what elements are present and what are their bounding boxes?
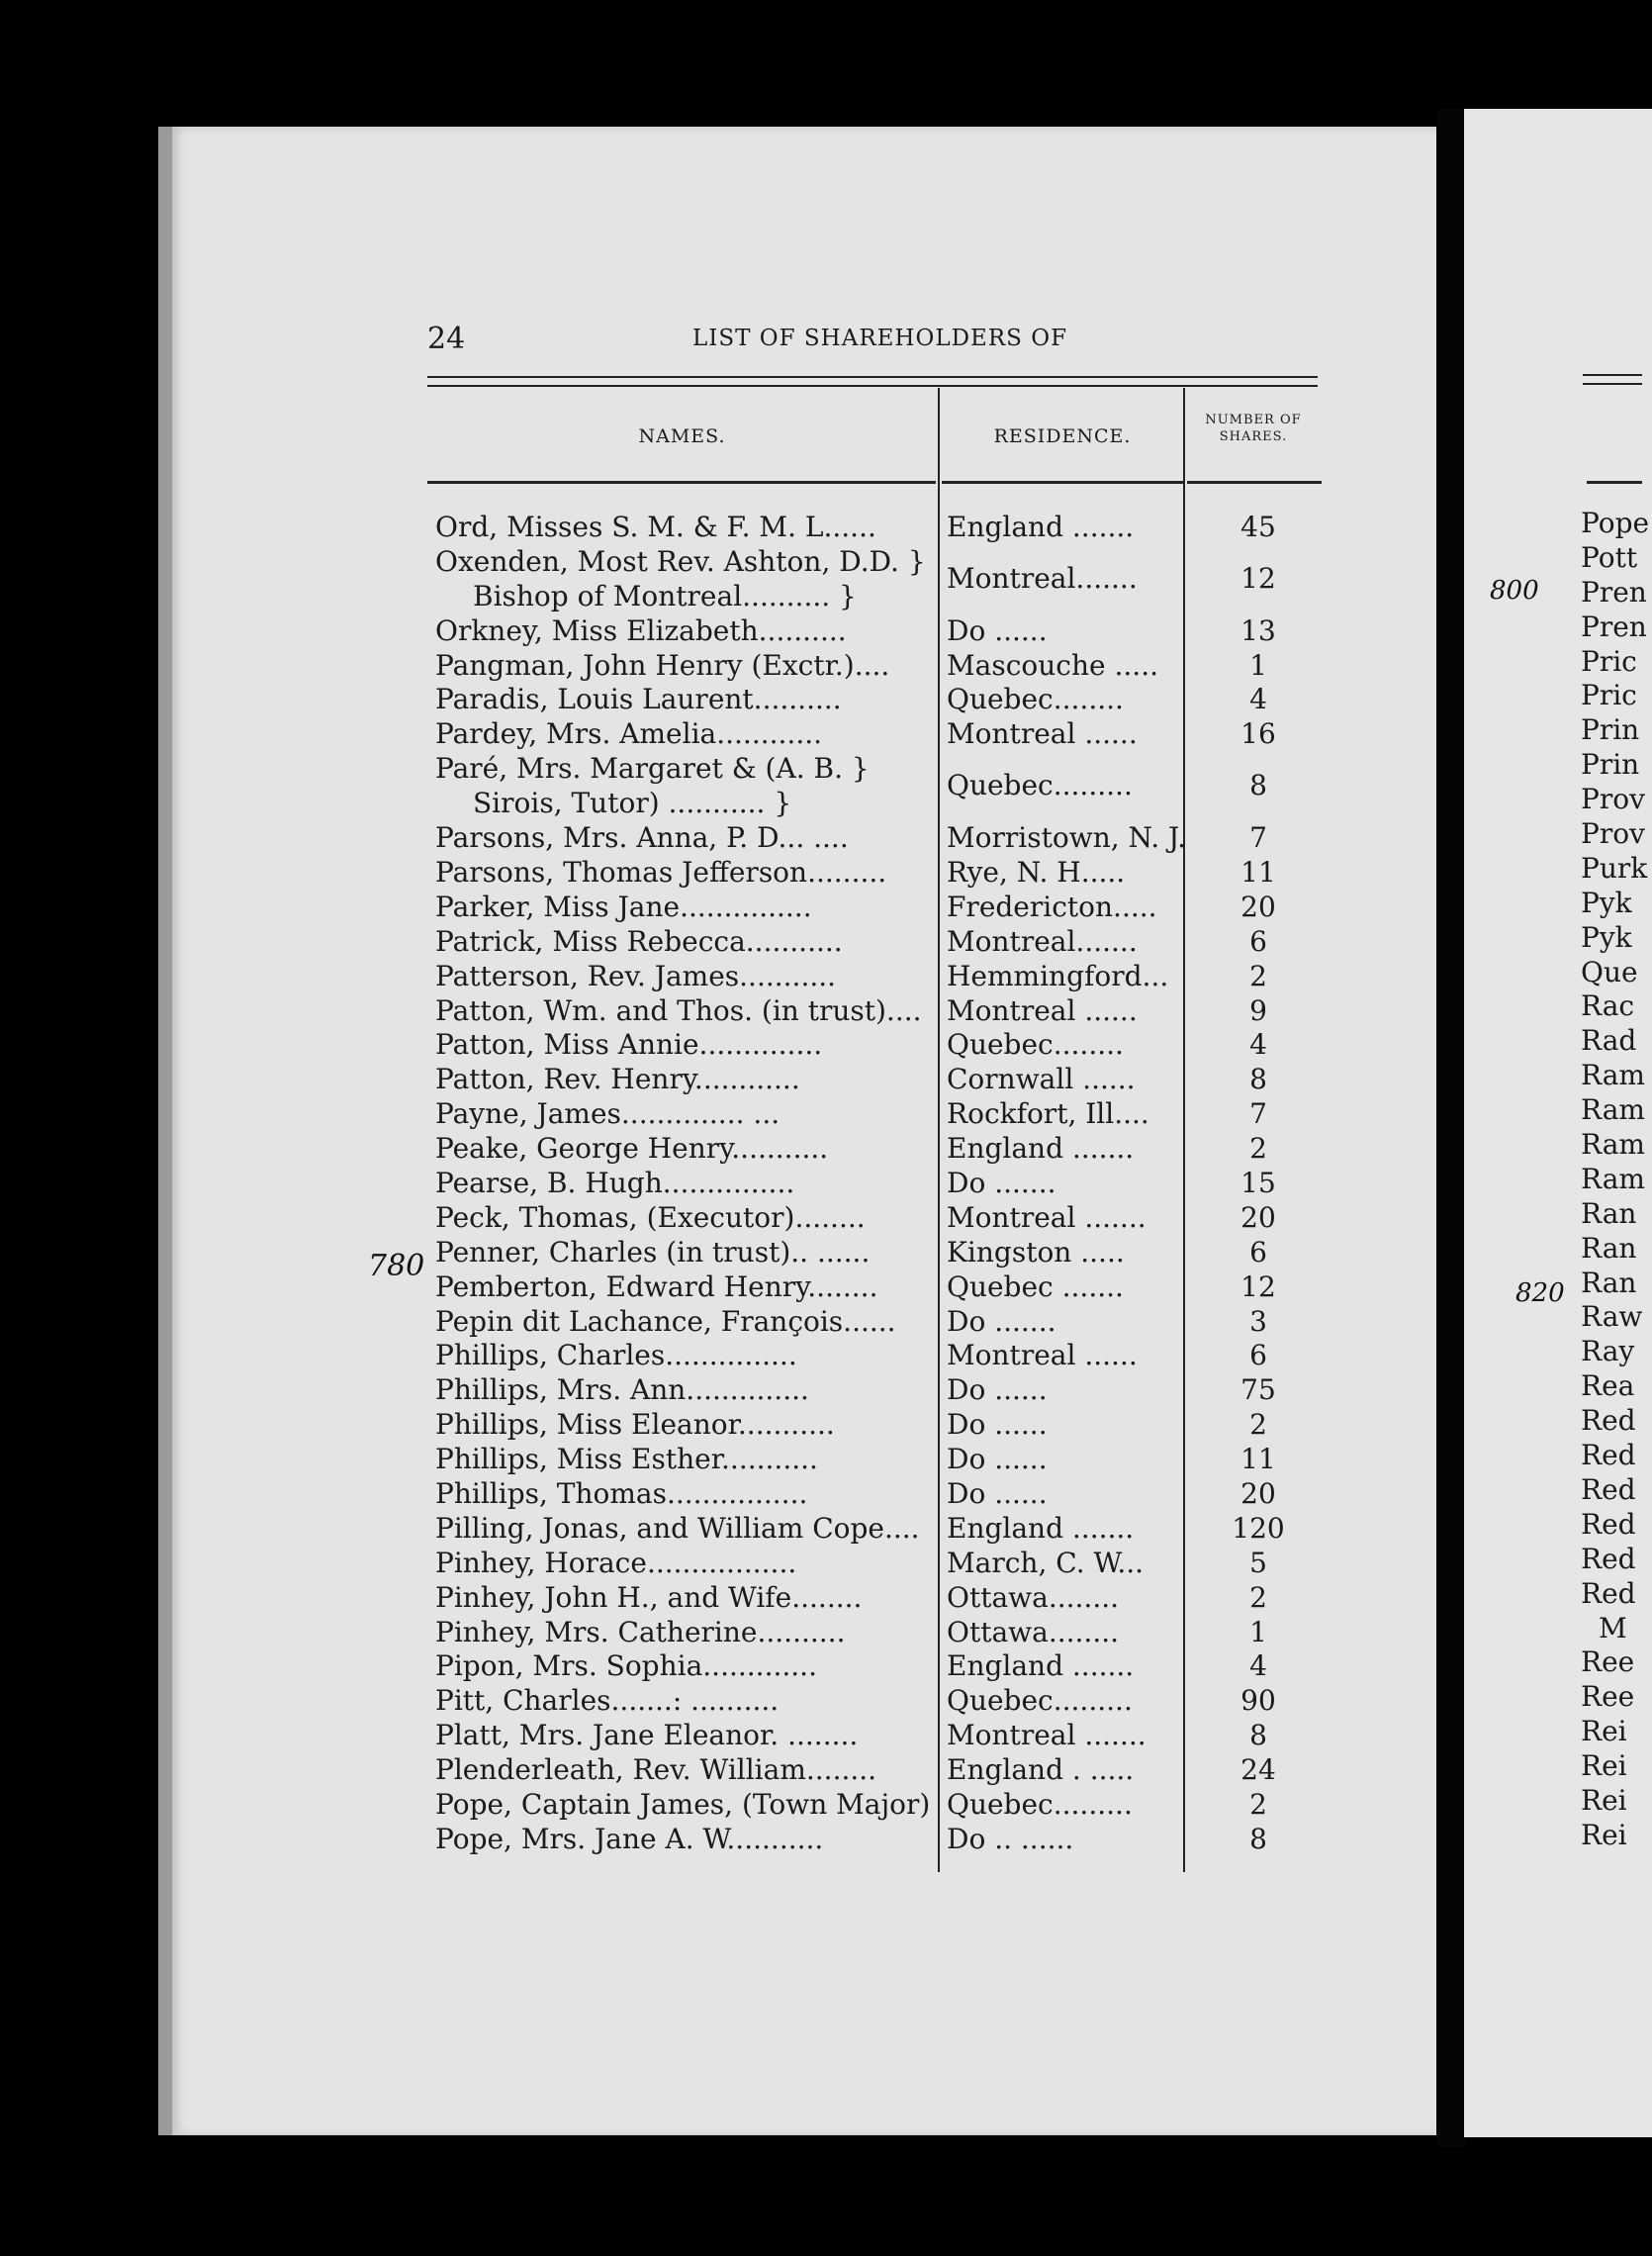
shareholder-name-line1: Payne, James.............. ...	[435, 1097, 780, 1131]
shareholder-name	[435, 1063, 950, 1097]
shareholder-name	[435, 1132, 950, 1167]
shareholder-name	[435, 683, 950, 717]
shareholder-name	[435, 1581, 950, 1616]
table-row	[435, 1305, 1326, 1340]
shareholder-name	[435, 1719, 950, 1753]
shareholder-name-line1: Phillips, Miss Eleanor...........	[435, 1408, 835, 1442]
shareholder-name	[435, 752, 950, 821]
table-row	[435, 683, 1326, 717]
right-page-fragment: Ram	[1581, 1059, 1645, 1092]
shareholder-shares: 2	[1249, 1787, 1267, 1821]
table-row	[435, 545, 1326, 614]
shareholder-name-line1: Paré, Mrs. Margaret & (A. B. }	[435, 752, 870, 786]
shareholder-shares: 90	[1240, 1684, 1276, 1718]
shareholder-name-line1: Oxenden, Most Rev. Ashton, D.D. }	[435, 544, 926, 578]
right-page-fragment: Pott	[1581, 540, 1638, 574]
right-page-fragment: Rei	[1581, 1818, 1627, 1851]
page-header	[427, 322, 1318, 361]
shareholder-name-line1: Phillips, Thomas................	[435, 1476, 808, 1510]
shareholder-residence: England .......	[947, 1132, 1135, 1166]
right-page-header-rule	[1587, 481, 1642, 484]
shareholder-residence: Quebec.........	[947, 769, 1133, 802]
shareholder-name	[435, 891, 950, 925]
right-page-fragment: Red	[1581, 1439, 1636, 1472]
right-page-fragment: Red	[1581, 1472, 1636, 1506]
shareholder-shares: 11	[1240, 1443, 1276, 1476]
shares-header-line2: SHARES.	[1219, 429, 1288, 444]
right-page-fragment: Pyk	[1581, 886, 1632, 919]
shareholder-shares: 4	[1249, 1649, 1267, 1683]
shareholder-name-line1: Ord, Misses S. M. & F. M. L......	[435, 511, 876, 543]
shareholder-name	[435, 856, 950, 891]
right-page-fragment: Purk	[1581, 851, 1648, 885]
shareholder-name	[435, 1339, 950, 1373]
shareholder-name-line1: Pinhey, John H., and Wife........	[435, 1580, 863, 1614]
shareholder-name	[435, 1547, 950, 1581]
names-header-rule	[427, 481, 936, 484]
shareholder-shares: 12	[1240, 1269, 1276, 1303]
shareholder-shares: 5	[1249, 1546, 1267, 1579]
shareholder-name-line1: Pinhey, Horace.................	[435, 1546, 797, 1579]
table-row	[435, 1443, 1326, 1477]
right-page-fragment: Prov	[1581, 817, 1645, 851]
shareholder-residence: Fredericton.....	[947, 890, 1157, 923]
shareholder-name	[435, 649, 950, 684]
right-page-fragment: Rei	[1581, 1783, 1627, 1817]
shareholder-residence: England . .....	[947, 1753, 1135, 1787]
shareholder-name-line1: Patton, Wm. and Thos. (in trust)....	[435, 993, 922, 1027]
shareholder-shares: 2	[1249, 1580, 1267, 1614]
table-row	[435, 1373, 1326, 1408]
column-header-names: NAMES.	[638, 425, 726, 447]
table-row	[435, 994, 1326, 1029]
shareholder-residence: Quebec........	[947, 683, 1124, 716]
right-page-fragment: Ree	[1581, 1645, 1635, 1679]
shareholder-name-line1: Paradis, Louis Laurent..........	[435, 683, 842, 716]
margin-note-right-lower: 820	[1515, 1278, 1565, 1308]
table-row	[435, 1788, 1326, 1823]
shareholder-name-line1: Patterson, Rev. James...........	[435, 959, 837, 992]
shareholder-shares: 12	[1240, 561, 1276, 595]
shareholder-name-line1: Pepin dit Lachance, François......	[435, 1304, 896, 1338]
shareholder-shares: 3	[1249, 1304, 1267, 1338]
shareholder-shares: 8	[1249, 769, 1267, 802]
shareholder-name-line1: Pardey, Mrs. Amelia............	[435, 717, 823, 751]
table-row	[435, 649, 1326, 684]
shareholder-residence: Quebec .......	[947, 1269, 1124, 1303]
table-row	[435, 1270, 1326, 1305]
shareholder-name-line1: Pope, Mrs. Jane A. W...........	[435, 1822, 824, 1855]
right-page-fragment: Ran	[1581, 1231, 1637, 1265]
table-row	[435, 1097, 1326, 1132]
shareholder-name-line1: Pearse, B. Hugh...............	[435, 1166, 795, 1199]
right-page-fragment: Ray	[1581, 1335, 1635, 1368]
shareholder-name	[435, 960, 950, 994]
table-row	[435, 1167, 1326, 1201]
shares-header-line1: NUMBER OF	[1205, 413, 1302, 427]
right-page-fragment: Que	[1581, 955, 1638, 988]
shareholder-residence: England .......	[947, 1649, 1135, 1683]
right-page-fragment: Pric	[1581, 644, 1637, 678]
shareholder-residence: Montreal ......	[947, 1339, 1138, 1372]
table-row	[435, 856, 1326, 891]
right-page-fragment: Ree	[1581, 1680, 1635, 1714]
shareholder-shares: 8	[1249, 1822, 1267, 1855]
shareholder-name	[435, 1753, 950, 1788]
table-row	[435, 511, 1326, 545]
page-number: 24	[427, 322, 466, 356]
shareholder-residence: Ottawa........	[947, 1615, 1120, 1648]
table-row	[435, 1339, 1326, 1373]
shareholder-residence: Morristown, N. J.	[947, 821, 1186, 855]
shareholder-shares: 16	[1240, 717, 1276, 751]
right-page-fragment: Red	[1581, 1507, 1636, 1541]
shareholder-shares: 15	[1240, 1166, 1276, 1199]
shareholder-name	[435, 994, 950, 1029]
table-row	[435, 614, 1326, 649]
table-row	[435, 891, 1326, 925]
shareholder-name-line1: Phillips, Mrs. Ann..............	[435, 1373, 809, 1407]
right-page-fragments	[1581, 507, 1650, 1853]
shareholder-name-line1: Parker, Miss Jane...............	[435, 890, 812, 923]
shareholder-residence: Quebec.........	[947, 1684, 1133, 1718]
shareholder-name-line1: Parsons, Mrs. Anna, P. D... ....	[435, 821, 849, 855]
shareholder-residence: Quebec.........	[947, 1787, 1133, 1821]
shareholder-shares: 11	[1240, 855, 1276, 889]
table-row	[435, 1028, 1326, 1063]
shareholder-name-line1: Orkney, Miss Elizabeth..........	[435, 613, 847, 647]
right-page-fragment: Ran	[1581, 1196, 1637, 1230]
shareholder-name-line1: Patton, Miss Annie..............	[435, 1028, 823, 1062]
shareholder-shares: 20	[1240, 1476, 1276, 1510]
shareholder-residence: Ottawa........	[947, 1580, 1120, 1614]
table-row	[435, 1063, 1326, 1097]
column-header-shares	[1185, 412, 1322, 445]
right-page-fragment: Rac	[1581, 989, 1635, 1023]
shareholder-name-line1: Phillips, Miss Esther...........	[435, 1443, 818, 1476]
right-page-fragment: Ram	[1581, 1162, 1645, 1195]
shareholder-residence: Do .......	[947, 1304, 1056, 1338]
shareholder-residence: Rye, N. H.....	[947, 855, 1126, 889]
residence-header-rule	[942, 481, 1183, 484]
shareholder-name	[435, 614, 950, 649]
table-row	[435, 960, 1326, 994]
shareholder-name	[435, 1649, 950, 1684]
table-row	[435, 1408, 1326, 1443]
shareholder-name-line1: Patton, Rev. Henry............	[435, 1063, 800, 1096]
table-row	[435, 1236, 1326, 1270]
shareholder-shares: 1	[1249, 1615, 1267, 1648]
shareholder-name-line1: Phillips, Charles...............	[435, 1339, 797, 1372]
shareholder-shares: 9	[1249, 993, 1267, 1027]
shareholder-shares: 6	[1249, 924, 1267, 958]
shareholder-name	[435, 1373, 950, 1408]
shareholder-name	[435, 1201, 950, 1236]
shareholder-name	[435, 545, 950, 614]
shareholder-shares: 8	[1249, 1063, 1267, 1096]
shareholder-name-line1: Pinhey, Mrs. Catherine..........	[435, 1615, 846, 1648]
right-page-fragment: Pyk	[1581, 920, 1632, 954]
table-row	[435, 752, 1326, 821]
right-page-fragment: Pope	[1581, 507, 1650, 539]
shareholder-residence: Rockfort, Ill....	[947, 1097, 1149, 1131]
shareholder-name-line1: Peake, George Henry...........	[435, 1132, 829, 1166]
margin-note-right-upper: 800	[1490, 576, 1539, 606]
shareholder-table	[435, 511, 1326, 1857]
shareholder-residence: Montreal ......	[947, 717, 1138, 751]
right-page-fragment: Prin	[1581, 748, 1640, 782]
shareholder-name-line1: Penner, Charles (in trust).. ......	[435, 1235, 871, 1269]
right-page-fragment: Red	[1581, 1576, 1636, 1610]
shareholder-name	[435, 511, 950, 545]
right-page-fragment: Ran	[1581, 1266, 1637, 1299]
shareholder-residence: Do ......	[947, 1476, 1048, 1510]
shareholder-name	[435, 1823, 950, 1857]
shareholder-name-line1: Parsons, Thomas Jefferson.........	[435, 855, 887, 889]
table-row	[435, 717, 1326, 752]
shareholder-residence: Hemmingford...	[947, 959, 1169, 992]
shareholder-residence: Montreal ......	[947, 993, 1138, 1027]
shareholder-name	[435, 1236, 950, 1270]
table-row	[435, 1753, 1326, 1788]
shareholder-name	[435, 1788, 950, 1823]
shareholder-residence: Montreal .......	[947, 1719, 1147, 1752]
shareholder-name	[435, 717, 950, 752]
table-row	[435, 1649, 1326, 1684]
table-row	[435, 1616, 1326, 1650]
right-page-fragment: Pren	[1581, 575, 1647, 609]
shareholder-name	[435, 1028, 950, 1063]
shareholder-residence: Montreal.......	[947, 924, 1138, 958]
right-page-fragment: Red	[1581, 1404, 1636, 1438]
margin-note-left: 780	[368, 1249, 425, 1283]
table-row	[435, 1547, 1326, 1581]
right-page-fragment: Ram	[1581, 1093, 1645, 1127]
shareholder-name	[435, 925, 950, 960]
shareholder-residence: March, C. W...	[947, 1546, 1145, 1579]
column-header-residence: RESIDENCE.	[993, 425, 1132, 447]
right-page-fragment: M	[1599, 1611, 1627, 1645]
shareholder-residence: England .......	[947, 511, 1135, 543]
shareholder-shares: 4	[1249, 1028, 1267, 1062]
shareholder-shares: 8	[1249, 1719, 1267, 1752]
right-page-fragment: Raw	[1581, 1300, 1643, 1334]
table-row	[435, 1684, 1326, 1719]
shareholder-name-line1: Pitt, Charles.......: ..........	[435, 1684, 780, 1718]
shareholder-name-line1: Pilling, Jonas, and William Cope....	[435, 1511, 920, 1545]
table-row	[435, 1132, 1326, 1167]
shareholder-residence: Do .. ......	[947, 1822, 1074, 1855]
shareholder-residence: Quebec........	[947, 1028, 1124, 1062]
table-row	[435, 1719, 1326, 1753]
shareholder-name-line1: Pipon, Mrs. Sophia.............	[435, 1649, 817, 1683]
table-row	[435, 1581, 1326, 1616]
shareholder-name	[435, 1477, 950, 1512]
shareholder-residence: Do ......	[947, 613, 1048, 647]
header-double-rule	[427, 376, 1318, 387]
shareholder-name	[435, 1305, 950, 1340]
shareholder-shares: 13	[1240, 613, 1276, 647]
shareholder-shares: 20	[1240, 890, 1276, 923]
table-row	[435, 1512, 1326, 1547]
shareholder-shares: 20	[1240, 1200, 1276, 1234]
shareholder-name	[435, 1684, 950, 1719]
shareholder-shares: 2	[1249, 1132, 1267, 1166]
right-page-fragment: Pric	[1581, 679, 1637, 712]
shareholder-name	[435, 1097, 950, 1132]
shareholder-name-line1: Platt, Mrs. Jane Eleanor. ........	[435, 1719, 859, 1752]
table-row	[435, 821, 1326, 856]
book-gutter	[1436, 109, 1466, 2147]
shareholder-shares: 4	[1249, 683, 1267, 716]
shareholder-shares: 6	[1249, 1235, 1267, 1269]
shareholder-name-line1: Peck, Thomas, (Executor)........	[435, 1200, 866, 1234]
shareholder-name-line1: Pope, Captain James, (Town Major)	[435, 1787, 931, 1821]
shareholder-residence: Do ......	[947, 1408, 1048, 1442]
shareholder-name-line1: Plenderleath, Rev. William........	[435, 1753, 877, 1787]
shareholder-name	[435, 1616, 950, 1650]
right-page-fragment: Pren	[1581, 610, 1647, 643]
right-page-fragment: Ram	[1581, 1128, 1645, 1162]
shareholder-shares: 7	[1249, 1097, 1267, 1131]
right-page-fragment: Rei	[1581, 1749, 1627, 1783]
table-row	[435, 1823, 1326, 1857]
shareholder-name	[435, 1443, 950, 1477]
right-page-fragment: Prin	[1581, 713, 1640, 747]
shareholder-residence: Do ......	[947, 1373, 1048, 1407]
shareholder-name-line2: Sirois, Tutor) ........... }	[473, 787, 792, 820]
running-title: LIST OF SHAREHOLDERS OF	[692, 326, 1068, 351]
shareholder-name	[435, 1167, 950, 1201]
shares-header-rule	[1187, 481, 1322, 484]
shareholder-shares: 120	[1232, 1511, 1285, 1545]
right-page-fragment: Prov	[1581, 783, 1645, 816]
right-page-fragment: Rad	[1581, 1024, 1637, 1058]
shareholder-residence: Mascouche .....	[947, 648, 1158, 682]
shareholder-shares: 2	[1249, 1408, 1267, 1442]
shareholder-name	[435, 1512, 950, 1547]
shareholder-name	[435, 821, 950, 856]
shareholder-shares: 1	[1249, 648, 1267, 682]
shareholder-name-line2: Bishop of Montreal.......... }	[473, 579, 857, 612]
table-row	[435, 1477, 1326, 1512]
shareholder-name-line1: Pangman, John Henry (Exctr.)....	[435, 648, 890, 682]
table-row	[435, 1201, 1326, 1236]
right-page-fragment: Rea	[1581, 1369, 1635, 1403]
right-page-fragment: Red	[1581, 1542, 1636, 1575]
shareholder-residence: Cornwall ......	[947, 1063, 1136, 1096]
shareholder-residence: England .......	[947, 1511, 1135, 1545]
shareholder-name	[435, 1408, 950, 1443]
shareholder-name-line1: Pemberton, Edward Henry........	[435, 1269, 878, 1303]
shareholder-name-line1: Patrick, Miss Rebecca...........	[435, 924, 843, 958]
shareholder-residence: Montreal .......	[947, 1200, 1147, 1234]
shareholder-shares: 6	[1249, 1339, 1267, 1372]
table-row	[435, 925, 1326, 960]
right-page-fragment: Rei	[1581, 1715, 1627, 1748]
shareholder-name	[435, 1270, 950, 1305]
shareholder-residence: Do .......	[947, 1166, 1056, 1199]
shareholder-residence: Montreal.......	[947, 561, 1138, 595]
shareholder-shares: 7	[1249, 821, 1267, 855]
shareholder-shares: 45	[1240, 511, 1276, 543]
shareholder-shares: 2	[1249, 959, 1267, 992]
shareholder-residence: Kingston .....	[947, 1235, 1125, 1269]
right-page-double-rule	[1583, 374, 1642, 385]
shareholder-shares: 75	[1240, 1373, 1276, 1407]
shareholder-shares: 24	[1240, 1753, 1276, 1787]
shareholder-residence: Do ......	[947, 1443, 1048, 1476]
